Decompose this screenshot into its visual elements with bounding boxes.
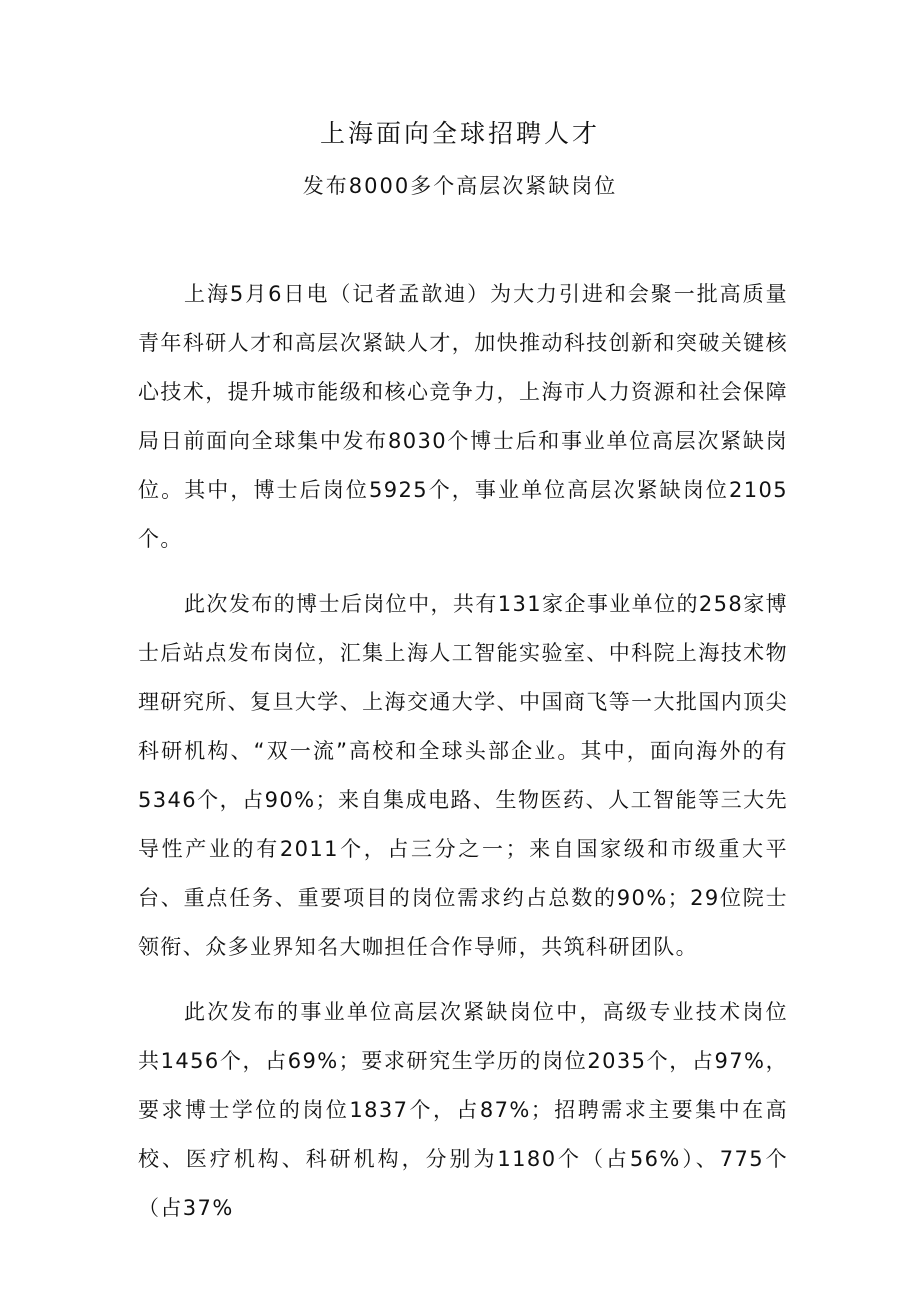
document-title: 上海面向全球招聘人才	[319, 119, 600, 148]
paragraph-3: 此次发布的事业单位高层次紧缺岗位中，高级专业技术岗位共1456个，占69%；要求研究生学历的岗位2035个，占97%，要求博士学位的岗位1837个，占87%；招聘需求主要集中在高校、医疗机构、科研机构，分别为1180个（占56%）、775个（占37%	[138, 1000, 788, 1220]
document-subtitle: 发布8000多个高层次紧缺岗位	[302, 174, 618, 198]
article-body	[138, 270, 788, 1233]
paragraph-1: 上海5月6日电（记者孟歆迪）为大力引进和会聚一批高质量青年科研人才和高层次紧缺人才，加快推动科技创新和突破关键核心技术，提升城市能级和核心竞争力，上海市人力资源和社会保障局日前面向全球集中发布8030个博士后和事业单位高层次紧缺岗位。其中，博士后岗位5925个，事业单位高层次紧缺岗位2105个。	[138, 282, 788, 551]
paragraph-2: 此次发布的博士后岗位中，共有131家企事业单位的258家博士后站点发布岗位，汇集上海人工智能实验室、中科院上海技术物理研究所、复旦大学、上海交通大学、中国商飞等一大批国内顶尖科研机构、“双一流”高校和全球头部企业。其中，面向海外的有5346个，占90%；来自集成电路、生物医药、人工智能等三大先导性产业的有2011个，占三分之一；来自国家级和市级重大平台、重点任务、重要项目的岗位需求约占总数的90%；29位院士领衔、众多业界知名大咖担任合作导师，共筑科研团队。	[138, 592, 788, 959]
